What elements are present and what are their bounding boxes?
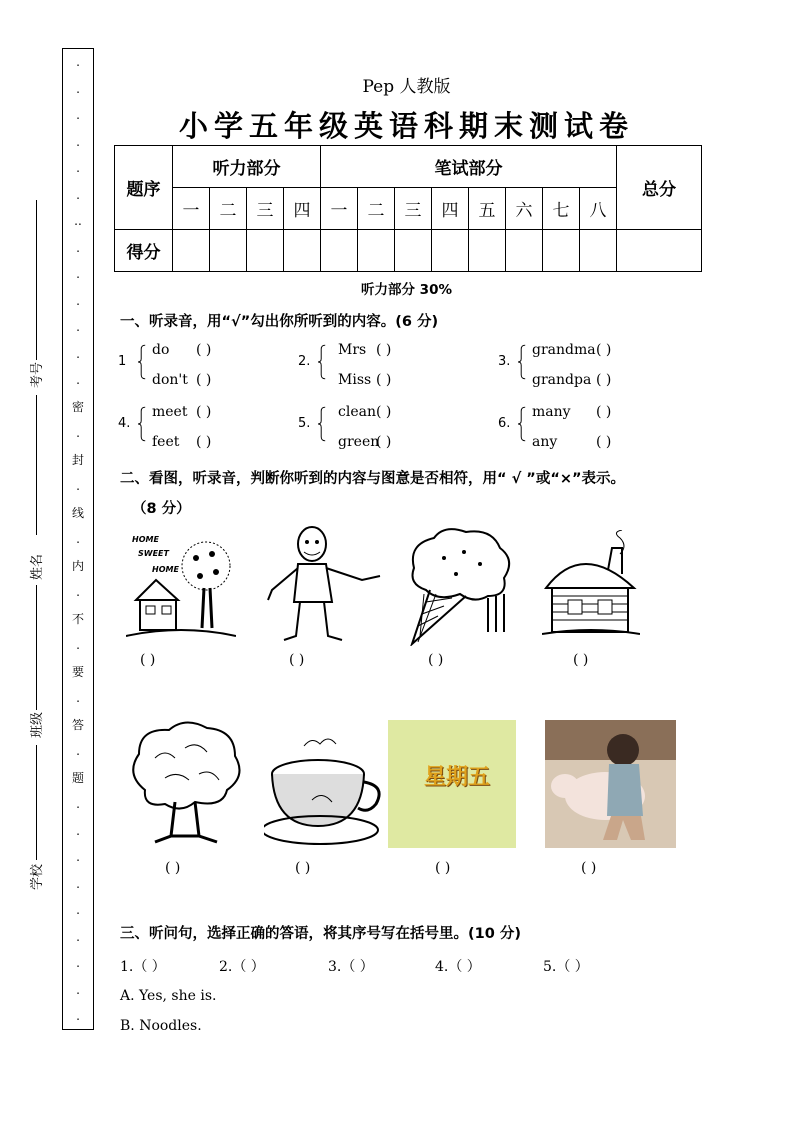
answer-paren[interactable]: ( ) xyxy=(196,404,212,420)
answer-paren[interactable]: ( ) xyxy=(196,434,212,450)
item-number: 2. xyxy=(298,354,311,369)
seal-char: . xyxy=(76,956,80,970)
tree-picture xyxy=(125,718,245,844)
score-label: 得分 xyxy=(115,230,173,272)
seal-char: .. xyxy=(74,214,82,228)
seal-char: 封 xyxy=(71,452,84,467)
seal-char: . xyxy=(76,585,80,599)
answer-paren[interactable]: ( ) xyxy=(596,404,612,420)
name-label: 姓名 xyxy=(30,553,45,580)
answer-paren[interactable]: ( ) xyxy=(596,372,612,388)
seal-char: 内 xyxy=(71,558,84,573)
picture-answer-paren[interactable]: ( ) xyxy=(581,860,597,876)
col-w5: 五 xyxy=(469,188,506,230)
school-label: 学校 xyxy=(30,863,45,890)
seal-line-box xyxy=(62,48,94,1030)
option-word-b: Miss xyxy=(338,372,372,388)
seal-char: . xyxy=(76,346,80,361)
picture-answer-paren[interactable]: ( ) xyxy=(435,860,451,876)
seal-char: . xyxy=(76,55,80,69)
picture-answer-paren[interactable]: ( ) xyxy=(140,652,156,668)
seal-char: . xyxy=(76,134,80,149)
brace-icon xyxy=(318,402,326,446)
col-l3: 三 xyxy=(247,188,284,230)
item-number: 1 xyxy=(118,354,127,369)
seal-char: 密 xyxy=(71,399,84,414)
seal-char: . xyxy=(76,108,80,122)
item-number: 6. xyxy=(498,416,511,431)
option-word-a: do xyxy=(152,342,170,358)
friday-text: 星期五 xyxy=(424,765,491,790)
score-cell[interactable] xyxy=(543,230,580,272)
writing-header: 笔试部分 xyxy=(321,146,617,188)
seal-char: . xyxy=(76,532,80,546)
answer-paren[interactable]: ( ) xyxy=(376,434,392,450)
col-w7: 七 xyxy=(543,188,580,230)
answer-paren[interactable]: ( ) xyxy=(376,372,392,388)
score-cell[interactable] xyxy=(506,230,543,272)
seal-char: . xyxy=(76,744,80,758)
picture-answer-paren[interactable]: ( ) xyxy=(295,860,311,876)
score-cell[interactable] xyxy=(580,230,617,272)
seal-char: 要 xyxy=(71,664,84,679)
brace-icon xyxy=(518,402,526,446)
answer-paren[interactable]: ( ) xyxy=(376,404,392,420)
tea-cup-picture xyxy=(264,730,384,848)
seal-char: . xyxy=(76,929,80,944)
seal-char: 不 xyxy=(71,611,84,626)
answer-paren[interactable]: ( ) xyxy=(596,342,612,358)
row-header-cell: 题序 xyxy=(115,146,173,230)
seal-char: . xyxy=(76,267,80,281)
seal-char: . xyxy=(76,81,80,96)
total-header: 总分 xyxy=(617,146,702,230)
listening-header: 听力部分 xyxy=(173,146,321,188)
exam-number-label: 考号 xyxy=(30,361,45,388)
score-cell[interactable] xyxy=(358,230,395,272)
ice-cream-picture xyxy=(404,524,516,646)
seal-char: . xyxy=(76,850,80,864)
house-sign-2: SWEET xyxy=(138,549,169,558)
score-cell[interactable] xyxy=(210,230,247,272)
option-word-b: don't xyxy=(152,372,188,388)
item-number: 3. xyxy=(498,354,511,369)
seal-char: . xyxy=(76,982,80,997)
name-line xyxy=(36,395,37,535)
old-man-picture xyxy=(262,522,384,646)
total-score-cell[interactable] xyxy=(617,230,702,272)
brace-icon xyxy=(138,402,146,446)
seal-char: . xyxy=(76,903,80,917)
seal-char: . xyxy=(76,240,80,255)
option-word-b: any xyxy=(532,434,558,450)
part3-heading: 三、听问句，选择正确的答语，将其序号写在括号里。(10 分) xyxy=(120,926,521,942)
option-word-b: green xyxy=(338,434,380,450)
option-word-b: feet xyxy=(152,434,180,450)
picture-answer-paren[interactable]: ( ) xyxy=(289,652,305,668)
seal-char: . xyxy=(76,876,80,891)
score-cell[interactable] xyxy=(247,230,284,272)
score-cell[interactable] xyxy=(432,230,469,272)
score-cell[interactable] xyxy=(284,230,321,272)
listening-heading: 听力部分 30% xyxy=(360,282,452,298)
seal-char: . xyxy=(76,161,80,175)
answer-paren[interactable]: ( ) xyxy=(596,434,612,450)
seal-char: . xyxy=(76,479,80,493)
picture-answer-paren[interactable]: ( ) xyxy=(573,652,589,668)
class-label: 班级 xyxy=(30,711,45,738)
item-number: 5. xyxy=(298,416,311,431)
baby-and-pig-photo xyxy=(545,720,676,848)
seal-char: 答 xyxy=(71,717,84,732)
col-w4: 四 xyxy=(432,188,469,230)
answer-paren[interactable]: ( ) xyxy=(196,372,212,388)
question-2[interactable]: 2.（ ） xyxy=(219,959,265,975)
house-sign-3: HOME xyxy=(152,565,179,574)
seal-char: . xyxy=(76,797,80,811)
col-l2: 二 xyxy=(210,188,247,230)
seal-char: 线 xyxy=(71,505,84,520)
col-w1: 一 xyxy=(321,188,358,230)
seal-char: . xyxy=(76,823,80,838)
option-a: A. Yes, she is. xyxy=(120,988,217,1004)
part2-heading: 二、看图，听录音，判断你听到的内容与图意是否相符，用“ √ ”或“×”表示。 xyxy=(120,471,626,487)
question-5[interactable]: 5.（ ） xyxy=(543,959,589,975)
col-l4: 四 xyxy=(284,188,321,230)
col-l1: 一 xyxy=(173,188,210,230)
seal-char: . xyxy=(76,1009,80,1023)
seal-line-text xyxy=(63,55,93,1023)
col-w2: 二 xyxy=(358,188,395,230)
option-word-b: grandpa xyxy=(532,372,592,388)
part2-score: （8 分） xyxy=(132,501,191,517)
score-cell[interactable] xyxy=(395,230,432,272)
score-cell[interactable] xyxy=(321,230,358,272)
seal-char: . xyxy=(76,320,80,334)
score-cell[interactable] xyxy=(469,230,506,272)
option-word-a: Mrs xyxy=(338,342,367,358)
seal-char: . xyxy=(76,187,80,202)
question-4[interactable]: 4.（ ） xyxy=(435,959,481,975)
option-word-a: grandma xyxy=(532,342,596,358)
picture-answer-paren[interactable]: ( ) xyxy=(428,652,444,668)
item-number: 4. xyxy=(118,416,131,431)
seal-char: . xyxy=(76,638,80,652)
answer-paren[interactable]: ( ) xyxy=(376,342,392,358)
col-w8: 八 xyxy=(580,188,617,230)
log-cabin-picture xyxy=(542,530,640,642)
option-word-a: clean xyxy=(338,404,376,420)
col-w3: 三 xyxy=(395,188,432,230)
school-line xyxy=(36,745,37,860)
friday-picture xyxy=(388,720,516,848)
house-sign-1: HOME xyxy=(132,535,159,544)
picture-answer-paren[interactable]: ( ) xyxy=(165,860,181,876)
question-3[interactable]: 3.（ ） xyxy=(328,959,374,975)
edition-label: Pep 人教版 xyxy=(362,77,451,97)
brace-icon xyxy=(318,340,326,384)
score-table xyxy=(114,145,702,272)
answer-paren[interactable]: ( ) xyxy=(196,342,212,358)
seal-char: . xyxy=(76,293,80,308)
seal-char: . xyxy=(76,691,80,705)
class-line xyxy=(36,585,37,710)
col-w6: 六 xyxy=(506,188,543,230)
option-b: B. Noodles. xyxy=(120,1018,202,1034)
score-cell[interactable] xyxy=(173,230,210,272)
seal-char: 题 xyxy=(71,770,84,785)
page-title: 小学五年级英语科期末测试卷 xyxy=(178,109,634,143)
option-word-a: many xyxy=(532,404,571,420)
brace-icon xyxy=(138,340,146,384)
seal-char: . xyxy=(76,426,80,440)
part1-heading: 一、听录音，用“√”勾出你所听到的内容。(6 分) xyxy=(120,314,439,330)
option-word-a: meet xyxy=(152,404,188,420)
question-1[interactable]: 1.（ ） xyxy=(120,959,166,975)
seal-char: . xyxy=(76,373,80,387)
home-sweet-home-picture xyxy=(126,528,236,646)
brace-icon xyxy=(518,340,526,384)
